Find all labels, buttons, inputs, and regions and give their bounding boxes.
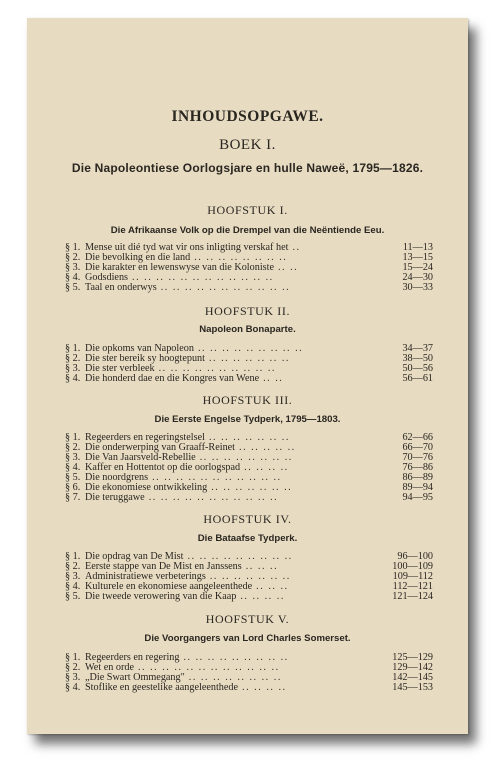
page-range: 96—100 <box>397 551 433 562</box>
section-number: § 4. <box>65 272 81 283</box>
dot-leader: .. .. <box>263 374 284 384</box>
section-number: § 3. <box>65 363 81 374</box>
section-title: Mense uit dié tyd wat vir ons inligting verskaf het <box>85 242 289 253</box>
dot-leader: .. .. .. .. .. .. .. .. .. .. .. .. <box>137 663 280 673</box>
dot-leader: .. .. .. .. .. .. .. <box>208 433 290 443</box>
section-number: § 2. <box>65 662 81 673</box>
chapter-subtitle: Die Voorgangers van Lord Charles Somerset. <box>144 633 351 644</box>
section-number: § 3. <box>65 262 81 273</box>
book-period-title: Die Napoleontiese Oorlogsjare en hulle Naweë, 1795—1826. <box>71 161 424 175</box>
section-number: § 4. <box>65 682 81 693</box>
section-number: § 4. <box>65 462 81 473</box>
toc-entry[interactable] <box>65 283 433 293</box>
chapter-section-list <box>65 552 433 602</box>
section-title: Die teruggawe <box>85 492 145 503</box>
page-range: 112—121 <box>392 581 433 592</box>
section-title: Die honderd dae en die Kongres van Wene <box>85 373 260 384</box>
section-number: § 2. <box>65 442 81 453</box>
dot-leader: .. .. .. .. .. .. .. <box>211 483 293 493</box>
section-title: Die onderwerping van Graaff-Reinet <box>85 442 236 453</box>
section-title: Administratiewe verbeterings <box>85 571 206 582</box>
section-title: Wet en orde <box>85 662 134 673</box>
section-title: Die ster bereik sy hoogtepunt <box>85 353 205 364</box>
page-range: 70—76 <box>402 452 433 463</box>
page-range: 125—129 <box>392 652 433 663</box>
dot-leader: .. .. .. .. .. .. .. .. .. <box>183 653 289 663</box>
chapter-subtitle: Die Bataafse Tydperk. <box>197 533 298 544</box>
page-range: 66—70 <box>402 442 433 453</box>
section-title: Die karakter en lewenswyse van die Koloniste <box>85 262 274 273</box>
section-number: § 3. <box>65 452 81 463</box>
chapter-subtitle: Napoleon Bonaparte. <box>199 324 296 335</box>
section-title: Stoflike en geestelike aangeleenthede <box>85 682 239 693</box>
chapter-heading: HOOFSTUK V. <box>205 612 290 626</box>
page-range: 56—61 <box>402 373 433 384</box>
dot-leader: .. .. .. .. .. .. .. .. .. <box>187 552 293 562</box>
page-range: 142—145 <box>392 672 433 683</box>
toc-entry[interactable] <box>65 683 433 693</box>
dot-leader: .. .. .. .. .. .. .. .. .. .. .. .. <box>132 273 274 283</box>
page-range: 76—86 <box>402 462 433 473</box>
dot-leader: .. .. .. .. .. .. .. .. <box>199 453 293 463</box>
section-title: Regeerders en regeringstelsel <box>85 432 205 443</box>
dot-leader: .. .. <box>277 263 299 273</box>
section-title: Die opdrag van De Mist <box>85 551 184 562</box>
page-range: 89—94 <box>402 482 433 493</box>
section-title: Die ekonomiese ontwikkeling <box>85 482 208 493</box>
section-number: § 4. <box>65 581 81 592</box>
section-number: § 1. <box>65 652 81 663</box>
dot-leader: .. .. .. .. .. .. .. .. .. <box>197 344 304 354</box>
section-title: Die ster verbleek <box>85 363 155 374</box>
section-number: § 6. <box>65 482 81 493</box>
section-number: § 3. <box>65 571 81 582</box>
section-title: Die Van Jaarsveld-Rebellie <box>85 452 196 463</box>
section-title: Die opkoms van Napoleon <box>85 343 194 354</box>
section-title: Die noordgrens <box>85 472 149 483</box>
section-number: § 3. <box>65 672 81 683</box>
page-range: 94—95 <box>402 492 433 503</box>
page-range: 86—89 <box>402 472 433 483</box>
toc-entry[interactable] <box>65 493 433 503</box>
page-range: 38—50 <box>402 353 433 364</box>
document-page <box>27 18 468 734</box>
section-number: § 2. <box>65 561 81 572</box>
dot-leader: .. .. .. .. .. .. .. <box>208 354 290 364</box>
dot-leader: .. .. .. .. .. .. .. .. <box>194 253 288 263</box>
section-title: Die bevolking en die land <box>85 252 191 263</box>
dot-leader: .. <box>292 243 301 253</box>
dot-leader: .. .. .. <box>245 562 279 572</box>
chapter-heading: HOOFSTUK III. <box>202 393 293 407</box>
page-range: 129—142 <box>392 662 433 673</box>
chapter-heading: HOOFSTUK I. <box>207 203 288 217</box>
page-range: 100—109 <box>392 561 433 572</box>
toc-entry[interactable] <box>65 592 433 602</box>
section-title: „Die Swart Ommegang" <box>85 672 185 683</box>
dot-leader: .. .. .. .. .. .. .. .. .. .. .. <box>160 283 291 293</box>
dot-leader: .. .. .. .. .. .. .. .. <box>188 673 282 683</box>
section-title: Eerste stappe van De Mist en Janssens <box>85 561 242 572</box>
section-number: § 1. <box>65 432 81 443</box>
chapter-section-list <box>65 344 433 384</box>
page-range: 145—153 <box>392 682 433 693</box>
dot-leader: .. .. .. .. .. .. .. <box>209 572 291 582</box>
section-title: Taal en onderwys <box>85 282 157 293</box>
toc-entry[interactable] <box>65 374 433 384</box>
book-heading: BOEK I. <box>219 137 276 153</box>
section-number: § 5. <box>65 472 81 483</box>
dot-leader: .. .. .. .. .. .. .. .. .. .. .. <box>148 493 279 503</box>
page-title: INHOUDSOPGAWE. <box>171 108 324 125</box>
dot-leader: .. .. .. .. .. <box>239 443 296 453</box>
section-title: Kulturele en ekonomiese aangeleenthede <box>85 581 253 592</box>
dot-leader: .. .. .. .. .. .. .. .. .. .. <box>158 364 276 374</box>
chapter-section-list <box>65 433 433 503</box>
section-number: § 2. <box>65 353 81 364</box>
chapter-subtitle: Die Eerste Engelse Tydperk, 1795—1803. <box>154 414 341 425</box>
section-number: § 1. <box>65 551 81 562</box>
chapter-heading: HOOFSTUK II. <box>204 304 291 318</box>
section-number: § 5. <box>65 591 81 602</box>
section-title: Godsdiens <box>85 272 129 283</box>
dot-leader: .. .. .. .. <box>240 592 285 602</box>
page-range: 30—33 <box>402 282 433 293</box>
dot-leader: .. .. .. .. <box>244 463 289 473</box>
section-number: § 7. <box>65 492 81 503</box>
section-number: § 1. <box>65 242 81 253</box>
page-range: 109—112 <box>392 571 433 582</box>
page-range: 11—13 <box>402 242 433 253</box>
dot-leader: .. .. .. <box>256 582 289 592</box>
section-number: § 2. <box>65 252 81 263</box>
page-range: 24—30 <box>402 272 433 283</box>
chapter-heading: HOOFSTUK IV. <box>203 512 292 526</box>
page-range: 15—24 <box>402 262 433 273</box>
dot-leader: .. .. .. .. .. .. .. .. .. .. .. <box>152 473 282 483</box>
page-range: 121—124 <box>392 591 433 602</box>
section-title: Kaffer en Hottentot op die oorlogspad <box>85 462 241 473</box>
dot-leader: .. .. .. .. <box>242 683 287 693</box>
page-range: 13—15 <box>402 252 433 263</box>
page-range: 62—66 <box>402 432 433 443</box>
chapter-subtitle: Die Afrikaanse Volk op die Drempel van die Neëntiende Eeu. <box>110 225 385 236</box>
section-title: Die tweede verowering van die Kaap <box>85 591 237 602</box>
section-number: § 5. <box>65 282 81 293</box>
section-title: Regeerders en regering <box>85 652 180 663</box>
page-range: 34—37 <box>402 343 433 354</box>
chapter-section-list <box>65 243 433 293</box>
page-range: 50—56 <box>402 363 433 374</box>
chapter-section-list <box>65 653 433 693</box>
section-number: § 4. <box>65 373 81 384</box>
section-number: § 1. <box>65 343 81 354</box>
